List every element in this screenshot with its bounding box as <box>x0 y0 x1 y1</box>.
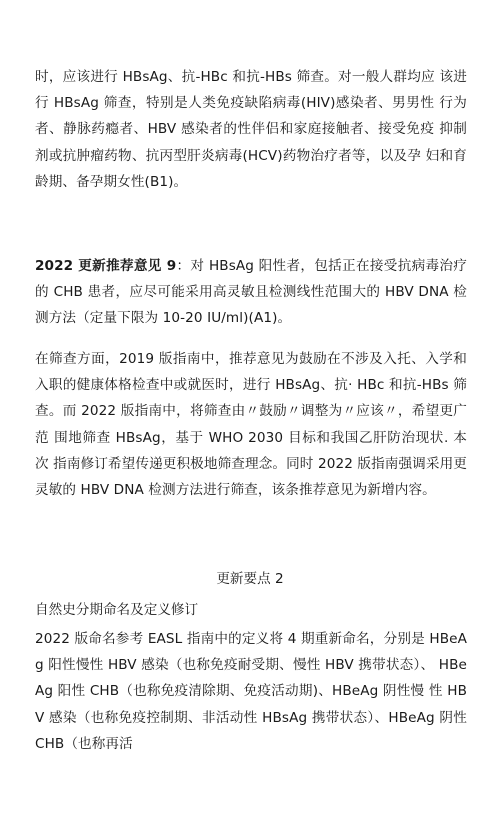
recommendation-9-paragraph <box>35 253 467 332</box>
paragraph-natural-history-naming: 2022 版命名参考 EASL 指南中的定义将 4 期重新命名，分别是 HBeAg 阳性慢性 HBV 感染（也称免疫耐受期、慢性 HBV 携带状态）、 HBeAg 阳性 CHB（也称免疫清除期、免疫活动期)、HBeAg 阴性慢 性 HBV 感染（也称免疫控制期、非活动性 HBsAg 携带状态）、HBeAg 阴性 CHB（也称再活 <box>35 631 467 752</box>
paragraph-screening-comparison: 在筛查方面，2019 版指南中，推荐意见为鼓励在不涉及入托、入学和 入职的健康体格检查中或就医时，进行 HBsAg、抗· HBc 和抗-HBs 筛查。而 2022 版指南中，将筛查由〃鼓励〃调整为〃应该〃，希望更广范 围地筛查 HBsAg，基于 WHO 2030 目标和我国乙肝防治现状. 本次 指南修订希望传递更积极地筛查理念。同时 2022 版指南强调采用更 灵敏的 HBV DNA 检测方法进行筛查，该条推荐意见为新增内容。 <box>35 351 467 499</box>
section-heading: 更新要点 2 <box>216 571 284 587</box>
section-subheading: 自然史分期命名及定义修订 <box>35 602 199 618</box>
recommendation-9-label: 2022 更新推荐意见 9 <box>35 258 177 274</box>
recommendation-9-text: ：对 HBsAg 阳性者，包括正在接受抗病毒治疗 的 CHB 患者，应尽可能采用高灵敏且检测线性范围大的 HBV DNA 检测方法（定量下限为 10-20 IU/ml)(A1)。 <box>35 258 467 327</box>
paragraph-screening-populations: 时，应该进行 HBsAg、抗-HBc 和抗-HBs 筛查。对一般人群均应 该进行 HBsAg 筛查，特别是人类免疫缺陷病毒(HIV)感染者、男男性 行为者、静脉药瘾者、HBV 感染者的性伴侣和家庭接触者、接受免疫 抑制剂或抗肿瘤药物、抗丙型肝炎病毒(HCV)药物治疗者等，以及孕 妇和育龄期、备孕期女性(B1)。 <box>35 69 467 190</box>
